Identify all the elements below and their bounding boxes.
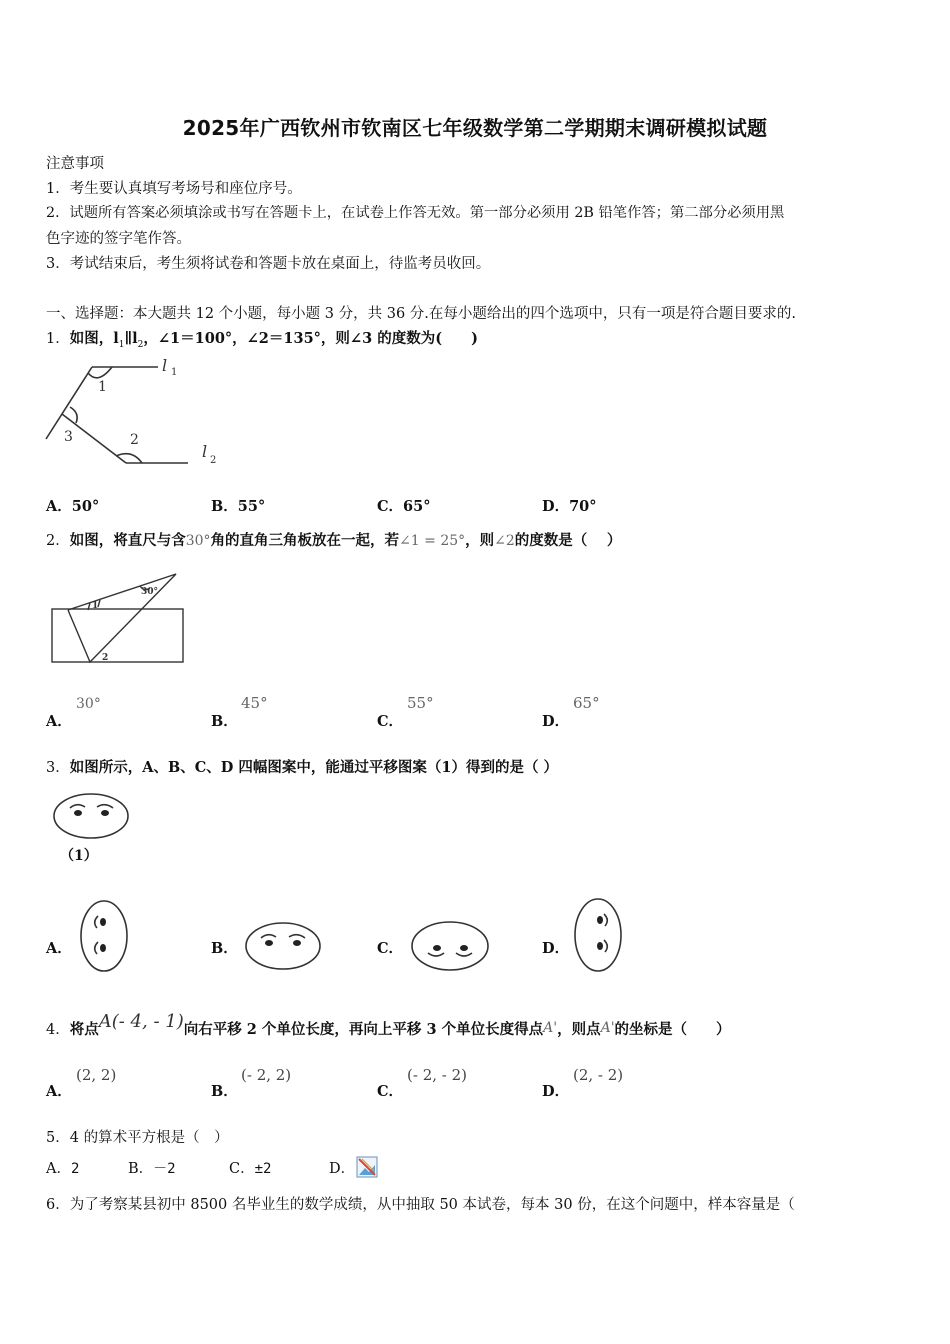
question-text: 的坐标是（ ） [614,1021,731,1038]
q4-option-b-letter[interactable]: B． [211,1083,238,1100]
label-l1: l [162,356,168,375]
option-value: 65° [403,498,431,515]
q5-option-d[interactable] [329,1157,355,1178]
question-text: 向右平移 2 个单位长度，再向上平移 3 个单位长度得点 [183,1021,544,1038]
notice-item-2: 2．试题所有答案必须填涂或书写在答题卡上，在试卷上作答无效。第一部分必须用 2B 铅笔作答；第二部分必须用黑 [46,205,785,221]
q4-option-a-letter[interactable]: A． [46,1083,72,1100]
label-l2-sub: 2 [210,455,217,466]
option-letter: A． [46,498,72,515]
question-1 [46,327,478,350]
question-number: 3． [46,760,70,776]
question-text: ，∠1＝100°，∠2＝135°，则∠3 的度数为( ) [143,330,478,347]
figure-caption: （1） [60,848,98,864]
question-text: 如图所示，A、B、C、D 四幅图案中，能通过平移图案（1）得到的是（ ） [69,759,559,776]
option-value: ±2 [254,1161,272,1177]
question-text: 将点 [69,1021,99,1038]
question-text: ，则 [465,532,495,549]
broken-image-icon [356,1156,378,1178]
q2-option-b-letter[interactable]: B． [211,713,238,730]
option-value: 70° [569,498,597,515]
q5-option-c[interactable] [229,1157,271,1178]
q1-option-c[interactable] [377,495,430,516]
angle-1-label: 1 [92,601,99,611]
q1-option-a[interactable] [46,495,99,516]
option-letter: D． [542,498,570,515]
question-number: 4． [46,1022,70,1038]
math-expr: A' [600,1020,615,1036]
question-text: 如图，将直尺与含 [69,532,186,549]
eye-icon [433,945,441,951]
question-text: 如图，l [69,330,119,347]
label-l2: l [202,442,208,461]
question-text: ∥l [124,330,138,347]
q1-figure [40,355,230,475]
question-text: 角的直角三角板放在一起，若 [210,532,400,549]
question-text: ，则点 [557,1021,601,1038]
q2-option-b-value: 45° [241,694,268,712]
question-number: 5． [46,1130,70,1146]
option-letter: A． [46,1161,71,1177]
question-number: 2． [46,533,70,549]
option-letter: B． [211,498,238,515]
q1-option-b[interactable] [211,495,265,516]
q3-option-b-letter[interactable]: B． [211,940,238,957]
option-value: 2 [70,1161,80,1177]
subscript: 1 [118,339,125,350]
q4-option-a-value: (2, 2) [76,1066,117,1084]
option-value: 55° [237,498,266,515]
question-6 [46,1193,795,1214]
eye-icon [101,810,109,816]
q2-option-c-letter[interactable]: C． [377,713,404,730]
question-text: 的度数是（ ） [514,532,622,549]
q4-option-c-value: (- 2, - 2) [407,1066,467,1084]
q2-option-a-value: 30° [76,696,101,712]
q3-figure-1 [52,792,132,842]
eye-icon [100,918,106,926]
q3-option-a-figure[interactable] [78,900,130,974]
q4-option-b-value: (- 2, 2) [241,1066,292,1084]
page-title: 2025年广西钦州市钦南区七年级数学第二学期期末调研模拟试题 [182,116,768,140]
angle-30-label: 30° [141,587,159,597]
angle-2-label: 2 [102,653,109,663]
q3-option-b-figure[interactable] [243,920,323,972]
subscript: 2 [137,339,144,350]
eye-icon [597,942,603,950]
q3-option-c-figure[interactable] [410,920,492,972]
question-4 [46,1011,731,1039]
question-2 [46,529,621,550]
q3-option-d-figure[interactable] [572,898,624,974]
option-letter: B． [128,1161,154,1177]
q5-option-a[interactable] [46,1157,79,1178]
q1-option-d[interactable] [542,495,597,516]
question-text: 为了考察某县初中 8500 名毕业生的数学成绩，从中抽取 50 本试卷，每本 30 份，在这个问题中，样本容量是（ [69,1197,795,1213]
q2-option-c-value: 55° [407,694,434,712]
notice-item-3: 3．考试结束后，考生须将试卷和答题卡放在桌面上，待监考员收回。 [46,256,491,272]
section-heading: 一、选择题：本大题共 12 个小题，每小题 3 分，共 36 分.在每小题给出的四个选项中，只有一项是符合题目要求的. [46,306,796,322]
q4-option-d-value: (2, - 2) [573,1066,624,1084]
question-5 [46,1126,229,1147]
math-expr: ∠1 = 25° [399,533,466,549]
question-text: 4 的算术平方根是（ ） [69,1130,229,1146]
option-value: －2 [153,1161,176,1177]
q3-option-c-letter[interactable]: C． [377,940,404,957]
option-letter: C． [229,1161,255,1177]
notice-item-2-cont: 色字迹的签字笔作答。 [46,231,191,247]
angle-2-label: 2 [130,432,139,448]
eye-icon [100,944,106,952]
q3-option-a-letter[interactable]: A． [46,940,72,957]
q2-figure [48,572,188,667]
question-number: 6． [46,1197,70,1213]
q4-option-d-letter[interactable]: D． [542,1083,570,1100]
question-3 [46,756,558,777]
q3-option-d-letter[interactable]: D． [542,940,570,957]
notice-heading: 注意事项 [46,156,104,172]
option-letter: D． [329,1161,356,1177]
angle-3-label: 3 [64,429,73,445]
math-expr: 30° [185,533,211,549]
label-l1-sub: 1 [171,367,178,378]
option-letter: C． [377,498,404,515]
eye-icon [265,940,273,946]
math-expr: A' [543,1020,558,1036]
eye-icon [460,945,468,951]
eye-icon [74,810,82,816]
math-expr: A(- 4, - 1) [98,1011,184,1032]
math-expr: ∠2 [494,533,515,549]
q2-option-d-letter[interactable]: D． [542,713,570,730]
q4-option-c-letter[interactable]: C． [377,1083,404,1100]
option-value: 50° [71,498,100,515]
eye-icon [597,916,603,924]
question-number: 1． [46,331,70,347]
q2-option-a-letter[interactable]: A． [46,713,72,730]
q2-option-d-value: 65° [573,694,600,712]
angle-1-label: 1 [98,379,107,395]
eye-icon [293,940,301,946]
q5-option-b[interactable] [128,1157,176,1178]
notice-item-1: 1．考生要认真填写考场号和座位序号。 [46,181,302,197]
